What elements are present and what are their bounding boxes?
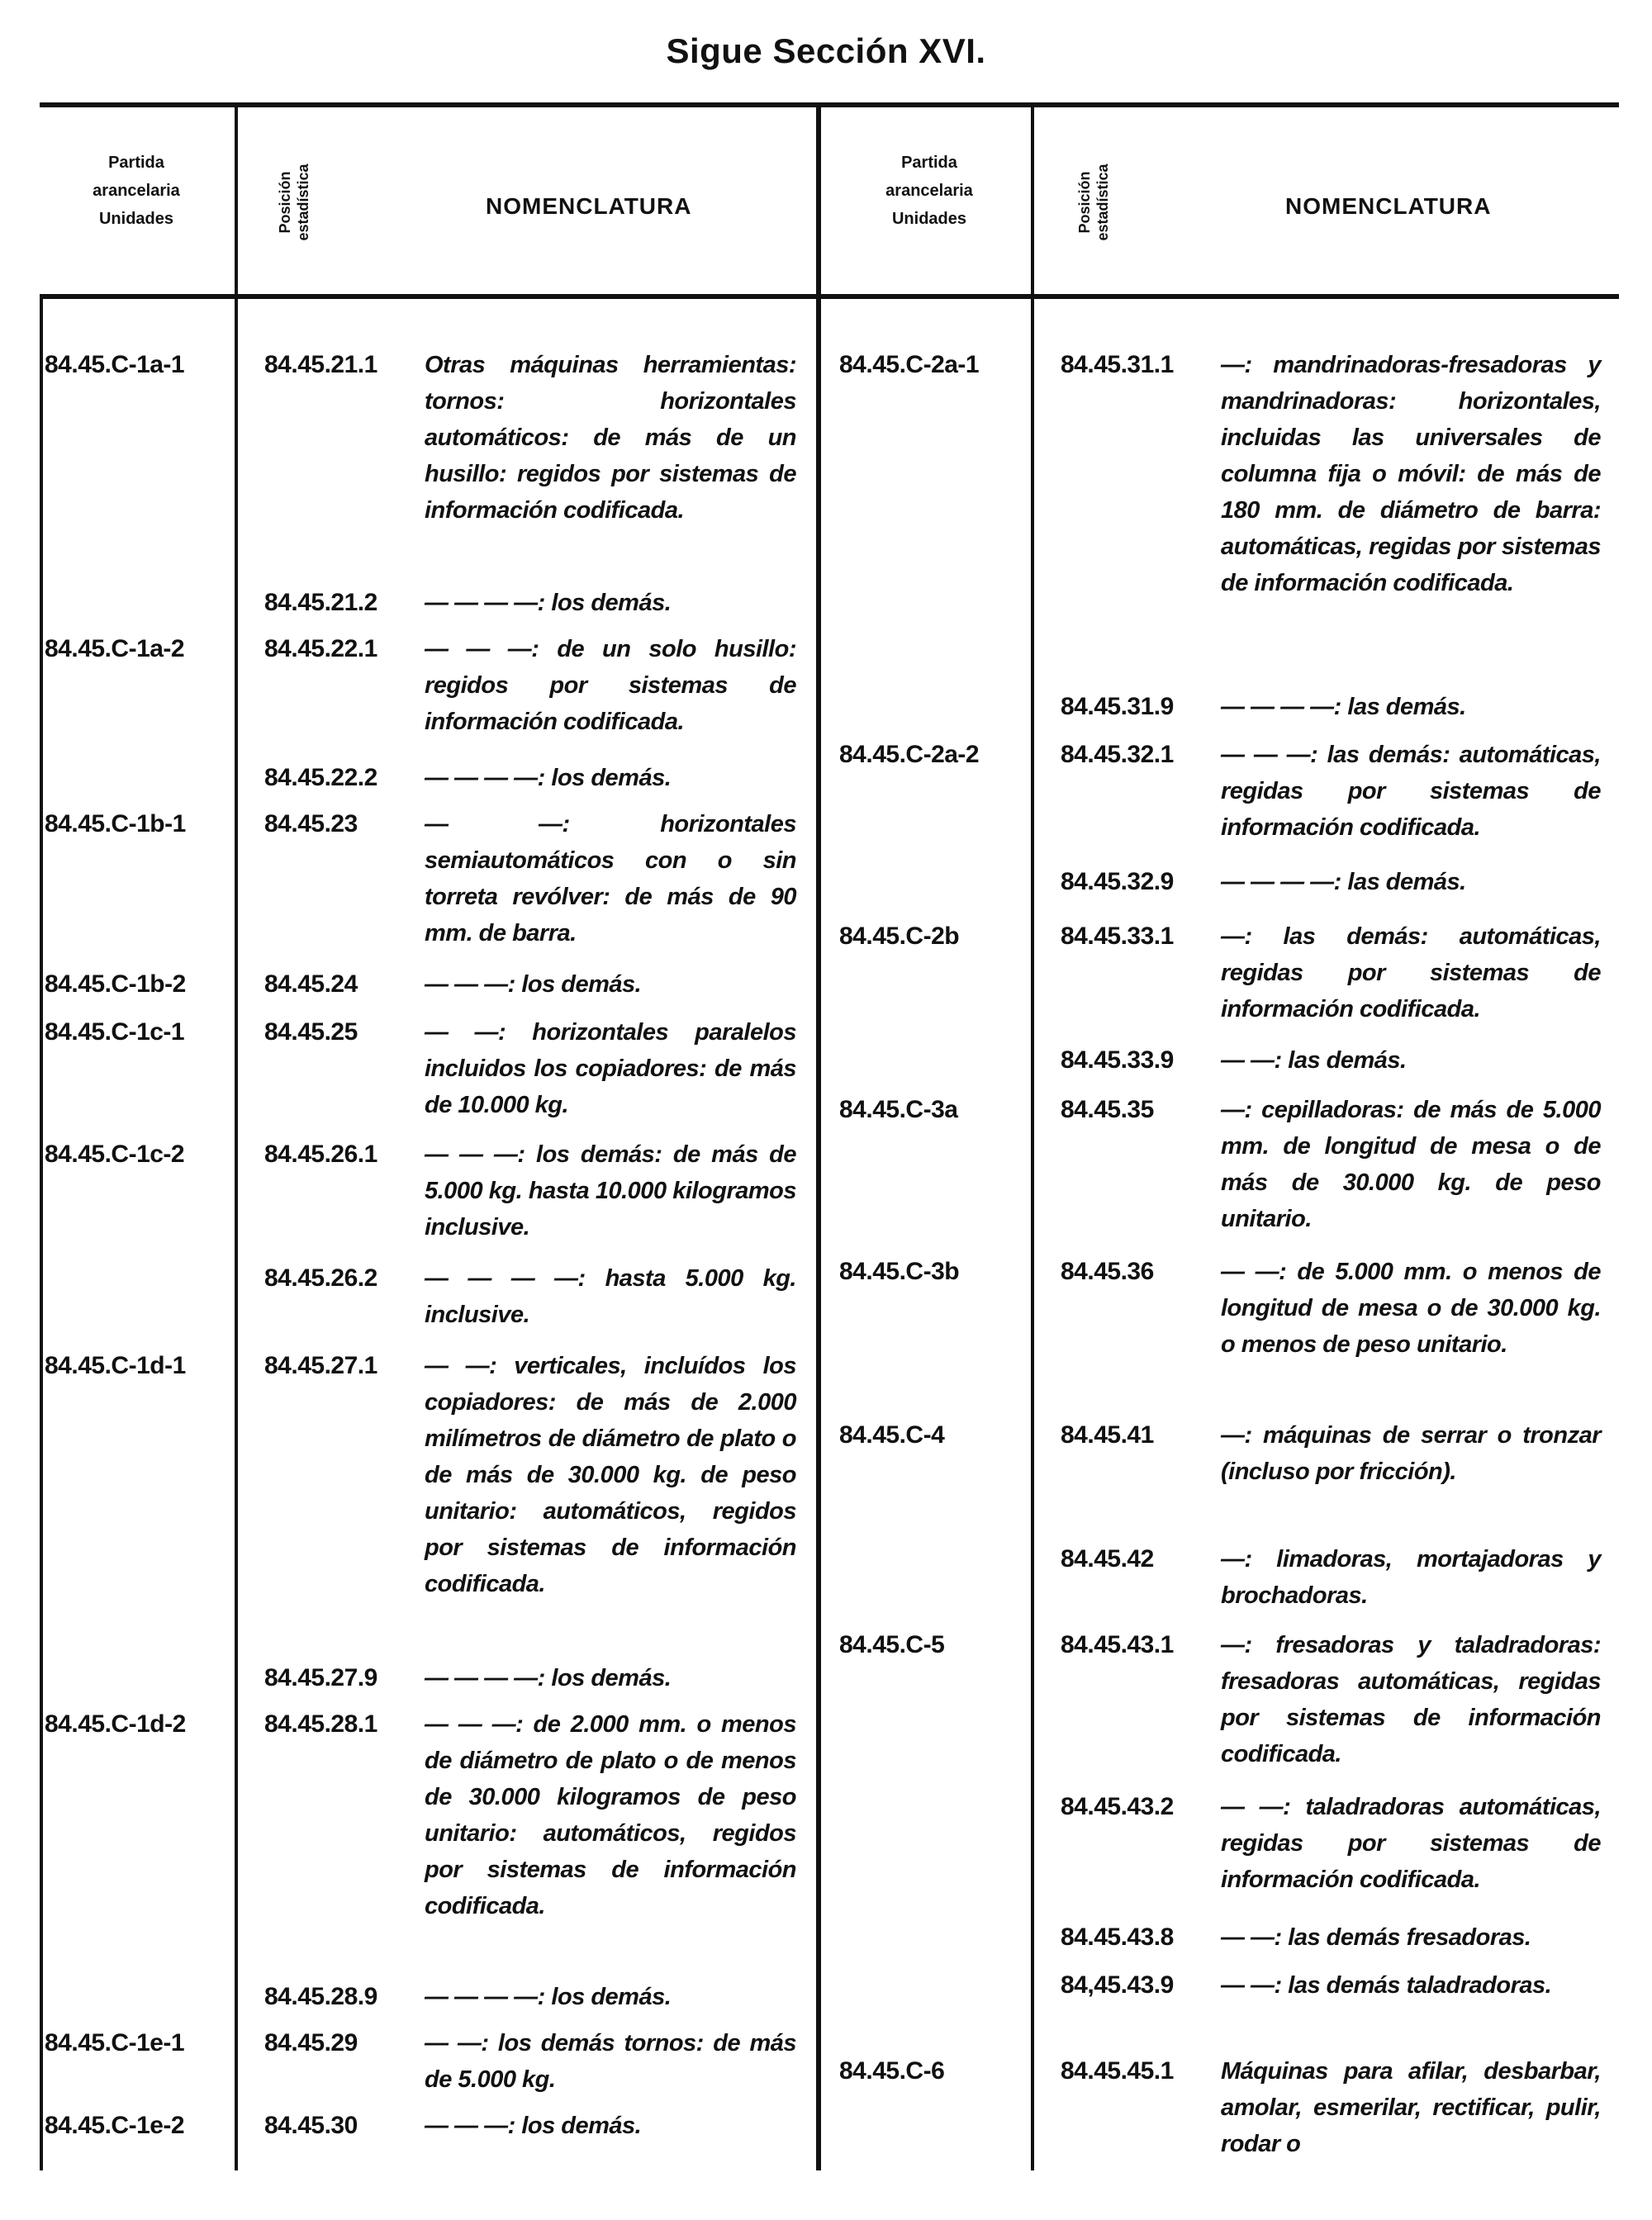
nomenclatura-text: — — —: de un solo husillo: regidos por sistemas de información codificada. xyxy=(425,636,796,735)
posicion-code: 84.45.30 xyxy=(264,2112,358,2139)
posicion-code: 84.45.31.1 xyxy=(1061,351,1174,378)
posicion-code: 84.45.32.1 xyxy=(1061,741,1174,768)
header-nomenclatura: NOMENCLATURA xyxy=(486,193,692,219)
header-nomenclatura: NOMENCLATURA xyxy=(1285,193,1492,219)
partida-code: 84.45.C-1e-1 xyxy=(45,2029,185,2056)
header-posicion-line: estadística xyxy=(1094,164,1111,241)
header-partida-line: Unidades xyxy=(98,210,174,228)
nomenclatura-text: — —: las demás. xyxy=(1221,1047,1407,1074)
nomenclatura-text: — —: de 5.000 mm. o menos de longitud de mesa o de 30.000 kg. o menos de peso unitario. xyxy=(1221,1259,1601,1358)
nomenclatura-text: Otras máquinas herramientas: tornos: horizontales automáticos: de más de un husillo: regidos por sistemas de información codificada. xyxy=(425,352,796,524)
nomenclatura-text: — — —: los demás: de más de 5.000 kg. hasta 10.000 kilogramos inclusive. xyxy=(425,1141,796,1240)
nomenclatura-text: —: fresadoras y taladradoras: fresadoras automáticas, regidas por sistemas de información codificada. xyxy=(1221,1632,1601,1767)
nomenclatura-text: — — — —: los demás. xyxy=(425,765,672,791)
partida-code: 84.45.C-4 xyxy=(839,1421,945,1449)
header-posicion xyxy=(1064,140,1111,264)
nomenclatura-text: —: mandrinadoras-fresadoras y mandrinadoras: horizontales, incluidas las universales de columna fija o móvil: de más de 180 mm. de diámetro de barra: automáticas, regidas por sistemas de información codificada. xyxy=(1221,352,1601,596)
partida-code: 84.45.C-1d-2 xyxy=(45,1710,186,1738)
partida-code: 84.45.C-1d-1 xyxy=(45,1352,186,1379)
nomenclatura-text: — — — —: los demás. xyxy=(425,590,672,616)
table-top-rule xyxy=(40,102,1619,107)
header-partida xyxy=(41,149,231,233)
partida-code: 84.45.C-1b-1 xyxy=(45,810,186,837)
posicion-code: 84.45.21.1 xyxy=(264,351,377,378)
posicion-code: 84.45.42 xyxy=(1061,1545,1154,1572)
column-divider xyxy=(235,102,238,2170)
nomenclatura-text: —: las demás: automáticas, regidas por sistemas de información codificada. xyxy=(1221,923,1601,1022)
partida-code: 84.45.C-6 xyxy=(839,2057,945,2085)
nomenclatura-text: — —: horizontales semiautomáticos con o sin torreta revólver: de más de 90 mm. de barra. xyxy=(425,811,796,946)
posicion-code: 84.45.21.2 xyxy=(264,589,377,616)
posicion-code: 84.45.22.1 xyxy=(264,635,377,662)
posicion-code: 84.45.29 xyxy=(264,2029,358,2056)
nomenclatura-text: — —: verticales, incluídos los copiadores: de más de 2.000 milímetros de diámetro de plato o de más de 30.000 kg. de peso unitario: automáticos, regidos por sistemas de información codificada. xyxy=(425,1353,796,1597)
posicion-code: 84,45.43.9 xyxy=(1061,1971,1174,1999)
partida-code: 84.45.C-2a-2 xyxy=(839,741,980,768)
posicion-code: 84.45.41 xyxy=(1061,1421,1154,1449)
nomenclatura-text: — —: horizontales paralelos incluidos los copiadores: de más de 10.000 kg. xyxy=(425,1019,796,1118)
header-posicion-line: Posición xyxy=(1076,171,1093,234)
header-posicion-line: Posición xyxy=(277,171,293,234)
table-header-rule xyxy=(40,294,1619,299)
partida-code: 84.45.C-3b xyxy=(839,1258,960,1285)
posicion-code: 84.45.36 xyxy=(1061,1258,1154,1285)
posicion-code: 84.45.28.1 xyxy=(264,1710,377,1738)
nomenclatura-text: — — — —: las demás. xyxy=(1221,694,1466,720)
table-left-edge xyxy=(40,297,43,2170)
nomenclatura-text: Máquinas para afilar, desbarbar, amolar, esmerilar, rectificar, pulir, rodar o xyxy=(1221,2058,1601,2157)
partida-code: 84.45.C-2b xyxy=(839,923,960,950)
nomenclatura-text: — —: los demás tornos: de más de 5.000 kg. xyxy=(425,2030,796,2093)
posicion-code: 84.45.31.9 xyxy=(1061,693,1174,720)
partida-code: 84.45.C-5 xyxy=(839,1631,945,1658)
nomenclatura-text: — —: las demás fresadoras. xyxy=(1221,1924,1531,1951)
nomenclatura-text: — —: las demás taladradoras. xyxy=(1221,1972,1552,1999)
partida-code: 84.45.C-1b-2 xyxy=(45,970,186,998)
header-posicion xyxy=(264,140,311,264)
nomenclatura-text: — — —: los demás. xyxy=(425,971,642,998)
posicion-code: 84.45.45.1 xyxy=(1061,2057,1174,2085)
posicion-code: 84.45.25 xyxy=(264,1018,358,1046)
posicion-code: 84.45.33.1 xyxy=(1061,923,1174,950)
center-divider xyxy=(816,102,821,2170)
posicion-code: 84.45.35 xyxy=(1061,1096,1154,1123)
partida-code: 84.45.C-1c-1 xyxy=(45,1018,185,1046)
posicion-code: 84.45.26.2 xyxy=(264,1264,377,1292)
header-posicion-line: estadística xyxy=(295,164,311,241)
nomenclatura-text: — — —: de 2.000 mm. o menos de diámetro de plato o de menos de 30.000 kilogramos de peso unitario: automáticos, regidos por sistemas de información codificada. xyxy=(425,1711,796,1919)
partida-code: 84.45.C-1a-2 xyxy=(45,635,185,662)
nomenclatura-text: —: limadoras, mortajadoras y brochadoras. xyxy=(1221,1546,1601,1609)
posicion-code: 84.45.24 xyxy=(264,970,358,998)
partida-code: 84.45.C-3a xyxy=(839,1096,958,1123)
partida-code: 84.45.C-1a-1 xyxy=(45,351,185,378)
header-partida-line: Unidades xyxy=(891,210,967,228)
nomenclatura-text: — — — —: los demás. xyxy=(425,1984,672,2010)
nomenclatura-text: — — —: los demás. xyxy=(425,2113,642,2139)
posicion-code: 84.45.43.8 xyxy=(1061,1924,1174,1951)
posicion-code: 84.45.32.9 xyxy=(1061,868,1174,895)
posicion-code: 84.45.27.9 xyxy=(264,1664,377,1691)
posicion-code: 84.45.23 xyxy=(264,810,358,837)
header-partida-line: Partida xyxy=(108,154,164,172)
header-partida-line: arancelaria xyxy=(885,182,973,200)
header-partida xyxy=(834,149,1024,233)
posicion-code: 84.45.27.1 xyxy=(264,1352,377,1379)
nomenclatura-text: — —: taladradoras automáticas, regidas por sistemas de información codificada. xyxy=(1221,1794,1601,1893)
header-partida-line: Partida xyxy=(901,154,957,172)
posicion-code: 84.45.28.9 xyxy=(264,1983,377,2010)
posicion-code: 84.45.43.1 xyxy=(1061,1631,1174,1658)
posicion-code: 84.45.26.1 xyxy=(264,1141,377,1168)
nomenclatura-text: — — —: las demás: automáticas, regidas por sistemas de información codificada. xyxy=(1221,742,1601,841)
nomenclatura-text: — — — —: las demás. xyxy=(1221,869,1466,895)
partida-code: 84.45.C-1e-2 xyxy=(45,2112,185,2139)
header-partida-line: arancelaria xyxy=(93,182,180,200)
nomenclatura-text: —: cepilladoras: de más de 5.000 mm. de longitud de mesa o de más de 30.000 kg. de peso unitario. xyxy=(1221,1097,1601,1232)
nomenclatura-text: — — — —: los demás. xyxy=(425,1665,672,1691)
column-divider xyxy=(1031,102,1034,2170)
partida-code: 84.45.C-1c-2 xyxy=(45,1141,185,1168)
nomenclatura-text: — — — —: hasta 5.000 kg. inclusive. xyxy=(425,1265,796,1328)
partida-code: 84.45.C-2a-1 xyxy=(839,351,980,378)
posicion-code: 84.45.22.2 xyxy=(264,764,377,791)
page-title: Sigue Sección XVI. xyxy=(666,31,986,70)
posicion-code: 84.45.43.2 xyxy=(1061,1793,1174,1820)
nomenclatura-text: —: máquinas de serrar o tronzar (incluso por fricción). xyxy=(1221,1422,1601,1485)
posicion-code: 84.45.33.9 xyxy=(1061,1046,1174,1074)
